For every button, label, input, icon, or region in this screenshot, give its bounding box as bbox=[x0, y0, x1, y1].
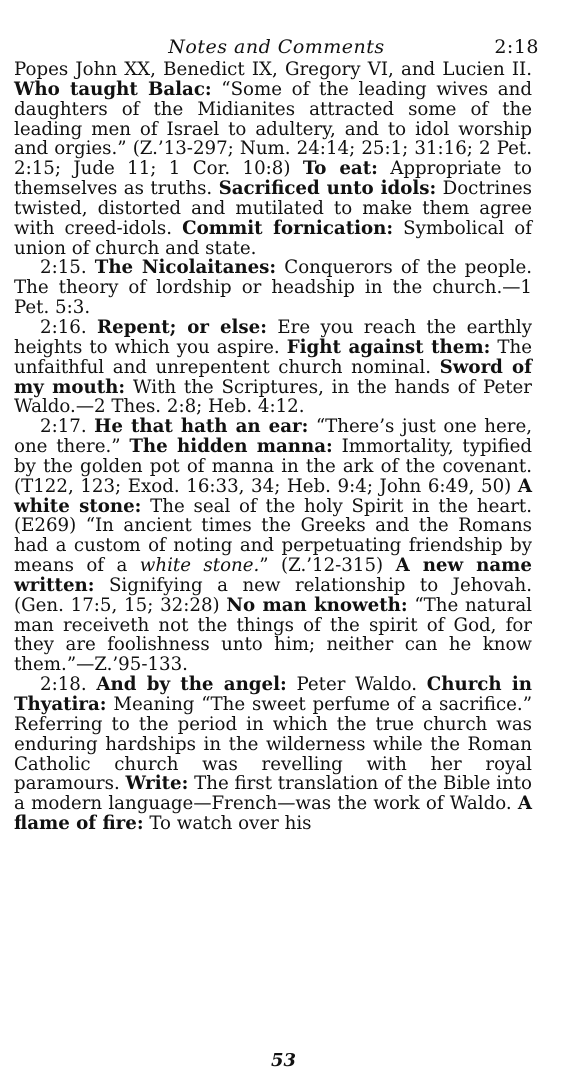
running-title: Notes and Comments bbox=[168, 36, 385, 58]
term-heading: The hidden manna: bbox=[129, 436, 333, 458]
commentary-paragraph bbox=[14, 60, 532, 258]
page-header bbox=[14, 36, 539, 58]
italic-text: white stone. bbox=[139, 555, 260, 577]
paragraph-text: Popes John XX, Benedict IX, Gregory VI, and Lucien II. bbox=[14, 59, 532, 80]
commentary-paragraph bbox=[14, 318, 532, 417]
paragraph-text: The unfaithful and unrepentent church nominal. bbox=[14, 336, 533, 378]
verse-reference: 2:18 bbox=[494, 36, 539, 58]
term-heading: No man knoweth: bbox=[226, 594, 408, 616]
paragraph-text: “Some of the leading wives and daughters of the Midianites attracted some of the leading men of Israel to adultery, and to idol worship and orgies.” (Z.’13-297; Num. 24:14; 25:1; 31:16; 2 Pet. 2:15; Jude 11; 1 Cor. 10:8) bbox=[14, 78, 532, 180]
paragraph-text: Conquerors of the people. The theory of lordship or headship in the church.—1 Pet. 5:3. bbox=[14, 257, 532, 319]
paragraph-text: Doctrines twisted, distorted and mutilated to make them agree with creed-idols. bbox=[14, 178, 532, 239]
term-heading: Repent; or else: bbox=[97, 316, 267, 338]
paragraph-text: ” (Z.’12-315) bbox=[259, 555, 396, 577]
term-heading: He that hath an ear: bbox=[94, 416, 309, 438]
term-heading: Church in Thyatira: bbox=[14, 674, 532, 715]
commentary-paragraph bbox=[14, 675, 532, 834]
commentary-text bbox=[14, 60, 532, 834]
paragraph-text: The seal of the holy Spirit in the heart. (E269) “In ancient times the Greeks and the Romans had a custom of noting and perpetuating friendship by means of a bbox=[14, 495, 532, 577]
paragraph-text: 2:17. bbox=[40, 416, 95, 438]
paragraph-text: Immortality, typified by the golden pot of manna in the ark of the covenant. (T122, 123; Exod. 16:33, 34; Heb. 9:4; John 6:49, 50) bbox=[14, 436, 533, 497]
term-heading: To eat: bbox=[302, 158, 378, 180]
paragraph-text: Signifying a new relationship to Jehovah. (Gen. 17:5, 15; 32:28) bbox=[14, 574, 532, 616]
term-heading: And by the angel: bbox=[96, 674, 287, 696]
term-heading: Who taught Balac: bbox=[14, 78, 212, 100]
paragraph-text: With the Scriptures, in the hands of Peter Waldo.—2 Thes. 2:8; Heb. 4:12. bbox=[14, 376, 532, 418]
paragraph-text: To watch over his bbox=[143, 813, 312, 835]
paragraph-text: 2:15. bbox=[40, 257, 95, 279]
paragraph-text: 2:16. bbox=[40, 316, 98, 338]
page-number: 53 bbox=[270, 1050, 297, 1071]
paragraph-text: Meaning “The sweet perfume of a sacrifice.” Referring to the period in which the true church was enduring hardships in the wilderness while the Roman Catholic church was revelling with her royal paramours. bbox=[14, 694, 532, 795]
paragraph-text: Symbolical of union of church and state. bbox=[14, 217, 532, 259]
paragraph-text: Ere you reach the earthly heights to which you aspire. bbox=[14, 316, 532, 358]
term-heading: Fight against them: bbox=[286, 336, 491, 358]
commentary-paragraph bbox=[14, 417, 532, 675]
paragraph-text: 2:18. bbox=[40, 674, 97, 696]
term-heading: Sacrificed unto idols: bbox=[218, 178, 437, 200]
term-heading: Sword of my mouth: bbox=[14, 356, 532, 398]
paragraph-text: “The natural man receiveth not the things of the spirit of God, for they are foolishness unto him; neither can he know them.”—Z.’95-133. bbox=[14, 594, 532, 676]
term-heading: Commit fornication: bbox=[182, 217, 394, 239]
paragraph-text: The first translation of the Bible into a modern language—French—was the work of Waldo. bbox=[14, 773, 532, 815]
paragraph-text: Appropriate to themselves as truths. bbox=[14, 158, 532, 200]
term-heading: A new name written: bbox=[14, 555, 532, 596]
term-heading: A flame of fire: bbox=[14, 793, 532, 835]
paragraph-text: “There’s just one here, one there.” bbox=[14, 416, 533, 458]
term-heading: A white stone: bbox=[14, 475, 532, 517]
paragraph-text: Peter Waldo. bbox=[286, 674, 427, 696]
commentary-paragraph bbox=[14, 258, 532, 318]
term-heading: Write: bbox=[125, 773, 189, 795]
term-heading: The Nicolaitanes: bbox=[94, 257, 277, 279]
